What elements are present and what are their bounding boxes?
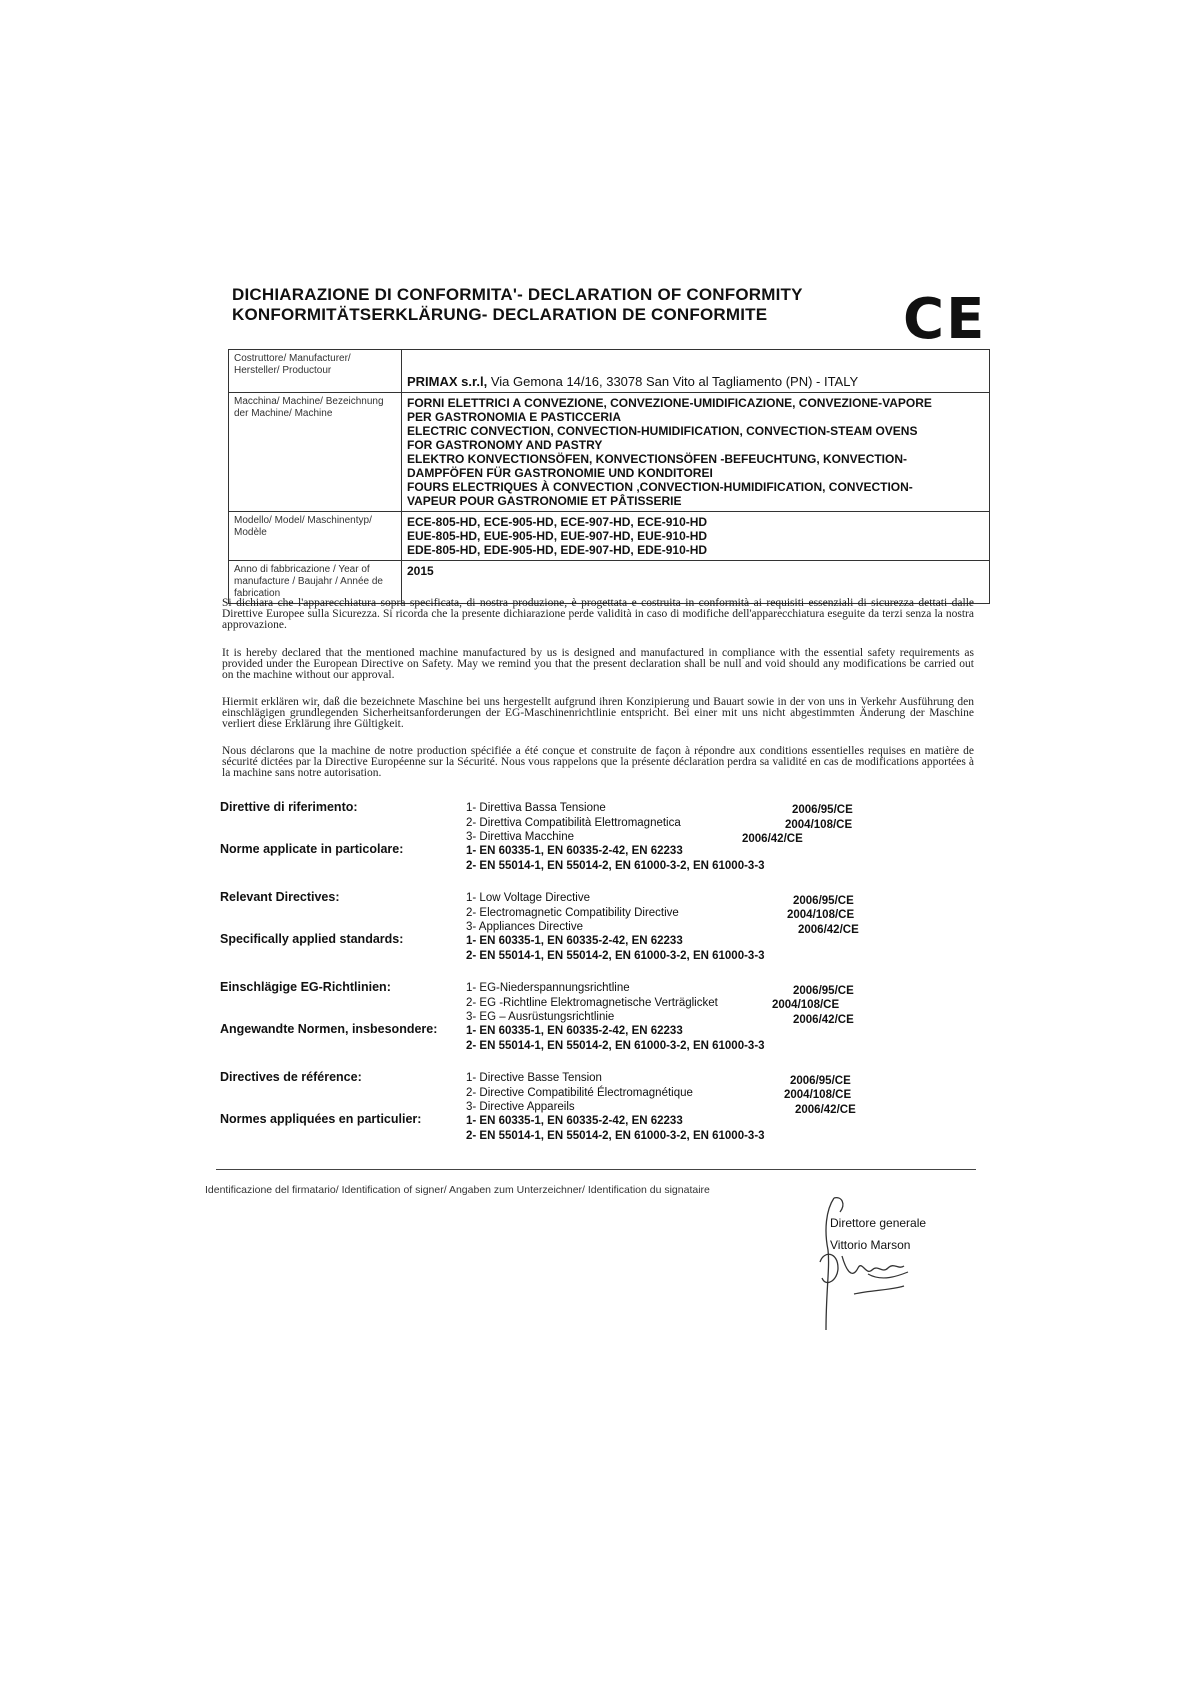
standards-label: Norme applicate in particolare: [220, 842, 404, 856]
ce-mark-icon: CE [903, 287, 987, 352]
directive-code: 2006/95/CE [790, 1075, 851, 1087]
directive-item: 3- Appliances Directive [466, 921, 583, 933]
manufacturer-address: Via Gemona 14/16, 33078 San Vito al Tagliamento (PN) - ITALY [487, 374, 859, 389]
machine-line: DAMPFÖFEN FÜR GASTRONOMIE UND KONDITOREI [407, 466, 713, 480]
machine-line: ELECTRIC CONVECTION, CONVECTION-HUMIDIFICATION, CONVECTION-STEAM OVENS [407, 424, 918, 438]
directives-label: Direttive di riferimento: [220, 800, 358, 814]
directive-item: 2- Directive Compatibilité Électromagnétique [466, 1087, 693, 1099]
declaration-text-de: Hiermit erklären wir, daß die bezeichnete Maschine bei uns hergestellt aufgrund ihren Konzipierung und Bauart sowie in der von uns in Verkehr Ausführung den einschlägigen grundlegenden Sicherheitsanforderungen der EG-Maschinenrichtlinie entspricht. Bei einer mit uns nicht abgestimmten Änderung der Maschine verliert diese Erklärung ihre Gültigkeit. [222, 696, 974, 730]
signature-divider [216, 1169, 976, 1170]
declaration-text-en: It is hereby declared that the mentioned machine manufactured by us is designed and manufactured in compliance with the essential safety requirements as provided under the European Directive on Safety. May we remind you that the present declaration shall be null and void should any modifications be carried out on the machine without our approval. [222, 647, 974, 681]
directive-code: 2006/95/CE [793, 985, 854, 997]
directive-code: 2006/42/CE [795, 1104, 856, 1116]
model-row [229, 512, 990, 561]
product-info-table [228, 349, 990, 604]
standards-label: Normes appliquées en particulier: [220, 1112, 422, 1126]
machine-line: FOURS ELECTRIQUES À CONVECTION ,CONVECTION-HUMIDIFICATION, CONVECTION- [407, 480, 913, 494]
directive-code: 2006/95/CE [793, 895, 854, 907]
directive-item: 1- EG-Niederspannungsrichtline [466, 982, 630, 994]
directive-code: 2006/42/CE [793, 1014, 854, 1026]
document-title-line2: KONFORMITÄTSERKLÄRUNG- DECLARATION DE CONFORMITE [232, 305, 768, 324]
standard-item: 1- EN 60335-1, EN 60335-2-42, EN 62233 [466, 1115, 683, 1127]
standard-item: 1- EN 60335-1, EN 60335-2-42, EN 62233 [466, 935, 683, 947]
directive-item: 3- Direttiva Macchine [466, 831, 575, 843]
machine-label: Macchina/ Machine/ Bezeichnung der Machine/ Machine [229, 393, 402, 512]
directive-item: 1- Low Voltage Directive [466, 892, 591, 904]
directives-label: Einschlägige EG-Richtlinien: [220, 980, 391, 994]
standard-item: 1- EN 60335-1, EN 60335-2-42, EN 62233 [466, 845, 683, 857]
directives-label: Directives de référence: [220, 1070, 362, 1084]
declaration-text-fr: Nous déclarons que la machine de notre production spécifiée a été conçue et construite de façon à répondre aux conditions essentielles requises en matière de sécurité dictées par la Directive Européenne sur la Sécurité. Nous vous rappelons que la présente déclaration perdra sa validité en cas de modifications apportées à la machine sans notre autorisation. [222, 745, 974, 779]
machine-line: ELEKTRO KONVECTIONSÖFEN, KONVECTIONSÖFEN -BEFEUCHTUNG, KONVECTION- [407, 452, 908, 466]
directive-item: 3- Directive Appareils [466, 1101, 575, 1113]
directive-code: 2004/108/CE [787, 909, 855, 921]
machine-line: VAPEUR POUR GASTRONOMIE ET PÂTISSERIE [407, 494, 682, 508]
manufacturer-company: PRIMAX s.r.l, [407, 374, 488, 389]
handwritten-signature-icon [812, 1190, 962, 1340]
signer-role: Direttore generale [830, 1216, 927, 1230]
year-label: Anno di fabbricazione / Year of manufacture / Baujahr / Année de fabrication [229, 561, 402, 604]
standard-item: 2- EN 55014-1, EN 55014-2, EN 61000-3-2, EN 61000-3-3 [466, 860, 765, 872]
standard-item: 2- EN 55014-1, EN 55014-2, EN 61000-3-2, EN 61000-3-3 [466, 1130, 765, 1142]
standards-label: Specifically applied standards: [220, 932, 404, 946]
directive-item: 1- Direttiva Bassa Tensione [466, 802, 606, 814]
model-line: ECE-805-HD, ECE-905-HD, ECE-907-HD, ECE-910-HD [407, 515, 708, 529]
signer-caption: Identificazione del firmatario/ Identification of signer/ Angaben zum Unterzeichner/ Identification du signataire [205, 1184, 710, 1196]
model-line: EDE-805-HD, EDE-905-HD, EDE-907-HD, EDE-910-HD [407, 543, 708, 557]
machine-row [229, 393, 990, 512]
directives-label: Relevant Directives: [220, 890, 340, 904]
manufacturer-row [229, 350, 990, 393]
standards-label: Angewandte Normen, insbesondere: [220, 1022, 438, 1036]
directive-item: 2- EG -Richtline Elektromagnetische Verträglicket [466, 997, 718, 1009]
directive-code: 2006/95/CE [792, 804, 853, 816]
machine-value [402, 393, 990, 512]
directive-code: 2006/42/CE [798, 924, 859, 936]
directive-code: 2004/108/CE [784, 1089, 852, 1101]
document-title-line1: DICHIARAZIONE DI CONFORMITA'- DECLARATION OF CONFORMITY [232, 285, 803, 304]
directive-code: 2006/42/CE [742, 833, 803, 845]
directive-code: 2004/108/CE [785, 819, 853, 831]
machine-line: FORNI ELETTRICI A CONVEZIONE, CONVEZIONE-UMIDIFICAZIONE, CONVEZIONE-VAPORE [407, 396, 932, 410]
directive-code: 2004/108/CE [772, 999, 840, 1011]
standard-item: 1- EN 60335-1, EN 60335-2-42, EN 62233 [466, 1025, 683, 1037]
machine-line: PER GASTRONOMIA E PASTICCERIA [407, 410, 622, 424]
model-line: EUE-805-HD, EUE-905-HD, EUE-907-HD, EUE-910-HD [407, 529, 708, 543]
year-value: 2015 [402, 561, 990, 604]
directive-item: 2- Electromagnetic Compatibility Directive [466, 907, 679, 919]
directive-item: 2- Direttiva Compatibilità Elettromagnetica [466, 817, 681, 829]
model-label: Modello/ Model/ Maschinentyp/ Modèle [229, 512, 402, 561]
standard-item: 2- EN 55014-1, EN 55014-2, EN 61000-3-2, EN 61000-3-3 [466, 1040, 765, 1052]
declaration-text-it: Si dichiara che l'apparecchiatura sopra specificata, di nostra produzione, è progettata e costruita in conformità ai requisiti essenziali di sicurezza dettati dalle Direttive Europee sulla Sicurezza. Si ricorda che la presente dichiarazione perde validità in caso di modifiche dell'apparecchiatura eseguite da terzi senza la nostra approvazione. [222, 597, 974, 631]
directive-item: 3- EG – Ausrüstungsrichtlinie [466, 1011, 615, 1023]
machine-line: FOR GASTRONOMY AND PASTRY [407, 438, 603, 452]
manufacturer-value [402, 350, 990, 393]
manufacturer-label: Costruttore/ Manufacturer/ Hersteller/ Productour [229, 350, 402, 393]
standard-item: 2- EN 55014-1, EN 55014-2, EN 61000-3-2, EN 61000-3-3 [466, 950, 765, 962]
model-value [402, 512, 990, 561]
directive-item: 1- Directive Basse Tension [466, 1072, 602, 1084]
signer-name: Vittorio Marson [830, 1238, 911, 1252]
